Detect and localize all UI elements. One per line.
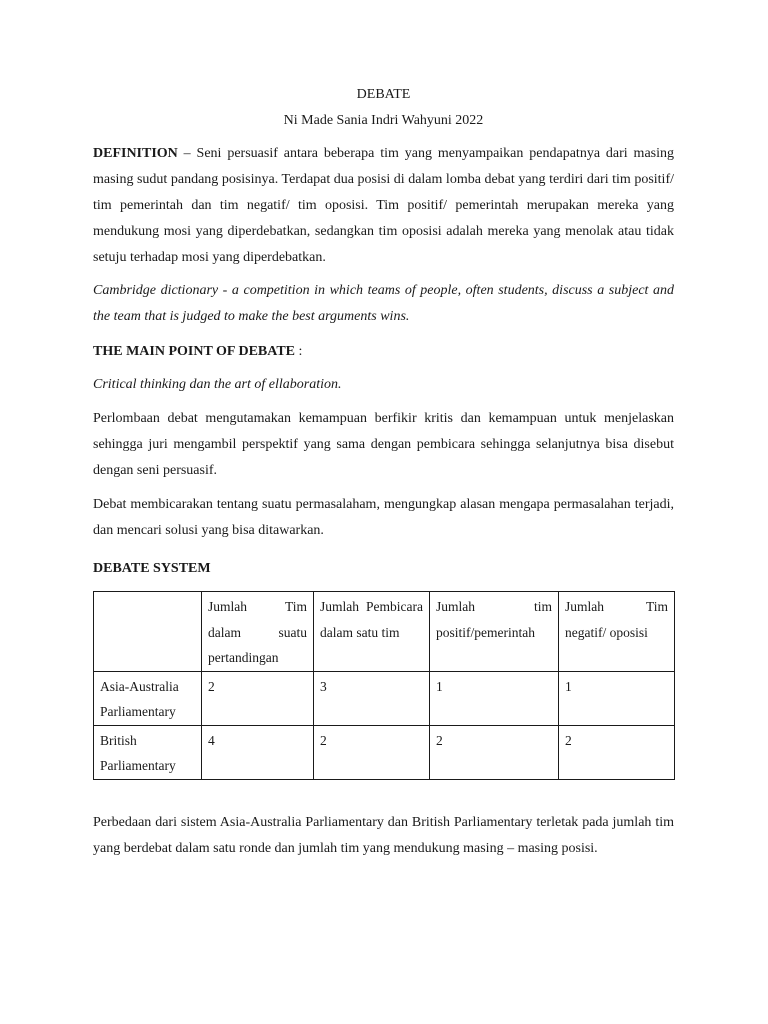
table-cell: 2 [430,725,559,779]
table-cell: 1 [559,671,675,725]
debate-system-table [93,591,675,780]
main-point-text: Critical thinking dan the art of ellaboration. [93,377,342,392]
document-page [93,84,674,862]
table-row-label: Asia-Australia Parliamentary [94,671,202,725]
table-header-cell: Jumlah Tim negatif/ oposisi [559,592,675,672]
table-header-cell [94,592,202,672]
definition-label: DEFINITION [93,146,178,161]
cambridge-definition: Cambridge dictionary - a competition in which teams of people, often students, discuss a subject and the team that is judged to make the best arguments wins. [93,283,674,324]
table-cell: 3 [314,671,430,725]
table-cell: 1 [430,671,559,725]
paragraph-debate-topic: Debat membicarakan tentang suatu permasalaham, mengungkap alasan mengapa permasalahan terjadi, dan mencari solusi yang bisa ditawarkan. [93,497,674,538]
table-header-cell: Jumlah Pembicara dalam satu tim [314,592,430,672]
document-title: DEBATE [356,87,411,102]
definition-paragraph [93,141,674,271]
table-cell: 2 [202,671,314,725]
table-cell: 2 [314,725,430,779]
table-header-row [94,592,675,672]
table-cell: 4 [202,725,314,779]
main-point-colon: : [295,344,303,359]
definition-text: – Seni persuasif antara beberapa tim yang menyampaikan pendapatnya dari masing masing sudut pandang posisinya. Terdapat dua posisi di dalam lomba debat yang terdiri dari tim positif/ tim pemerintah dan tim negatif/ tim oposisi. Tim positif/ pemerintah merupakan mereka yang mendukung mosi yang diperdebatkan, sedangkan tim oposisi adalah mereka yang menolak atau tidak setuju terhadap mosi yang diperdebatkan. [93,146,674,265]
table-row [94,725,675,779]
closing-paragraph: Perbedaan dari sistem Asia-Australia Parliamentary dan British Parliamentary terletak pada jumlah tim yang berdebat dalam satu ronde dan jumlah tim yang mendukung masing – masing posisi. [93,814,674,856]
document-author: Ni Made Sania Indri Wahyuni 2022 [283,113,484,128]
table-cell: 2 [559,725,675,779]
main-point-heading-line [93,339,674,365]
table-header-cell: Jumlah tim positif/pemerintah [430,592,559,672]
debate-system-heading: DEBATE SYSTEM [93,561,211,576]
main-point-heading: THE MAIN POINT OF DEBATE [93,344,295,359]
table-row-label: British Parliamentary [94,725,202,779]
table-header-cell: Jumlah Tim dalam suatu pertandingan [202,592,314,672]
paragraph-critical-thinking: Perlombaan debat mengutamakan kemampuan berfikir kritis dan kemampuan untuk menjelaskan sehingga juri mengambil perspektif yang sama dengan pembicara sehingga selanjutnya bisa disebut dengan seni persuasif. [93,411,674,478]
table-row [94,671,675,725]
